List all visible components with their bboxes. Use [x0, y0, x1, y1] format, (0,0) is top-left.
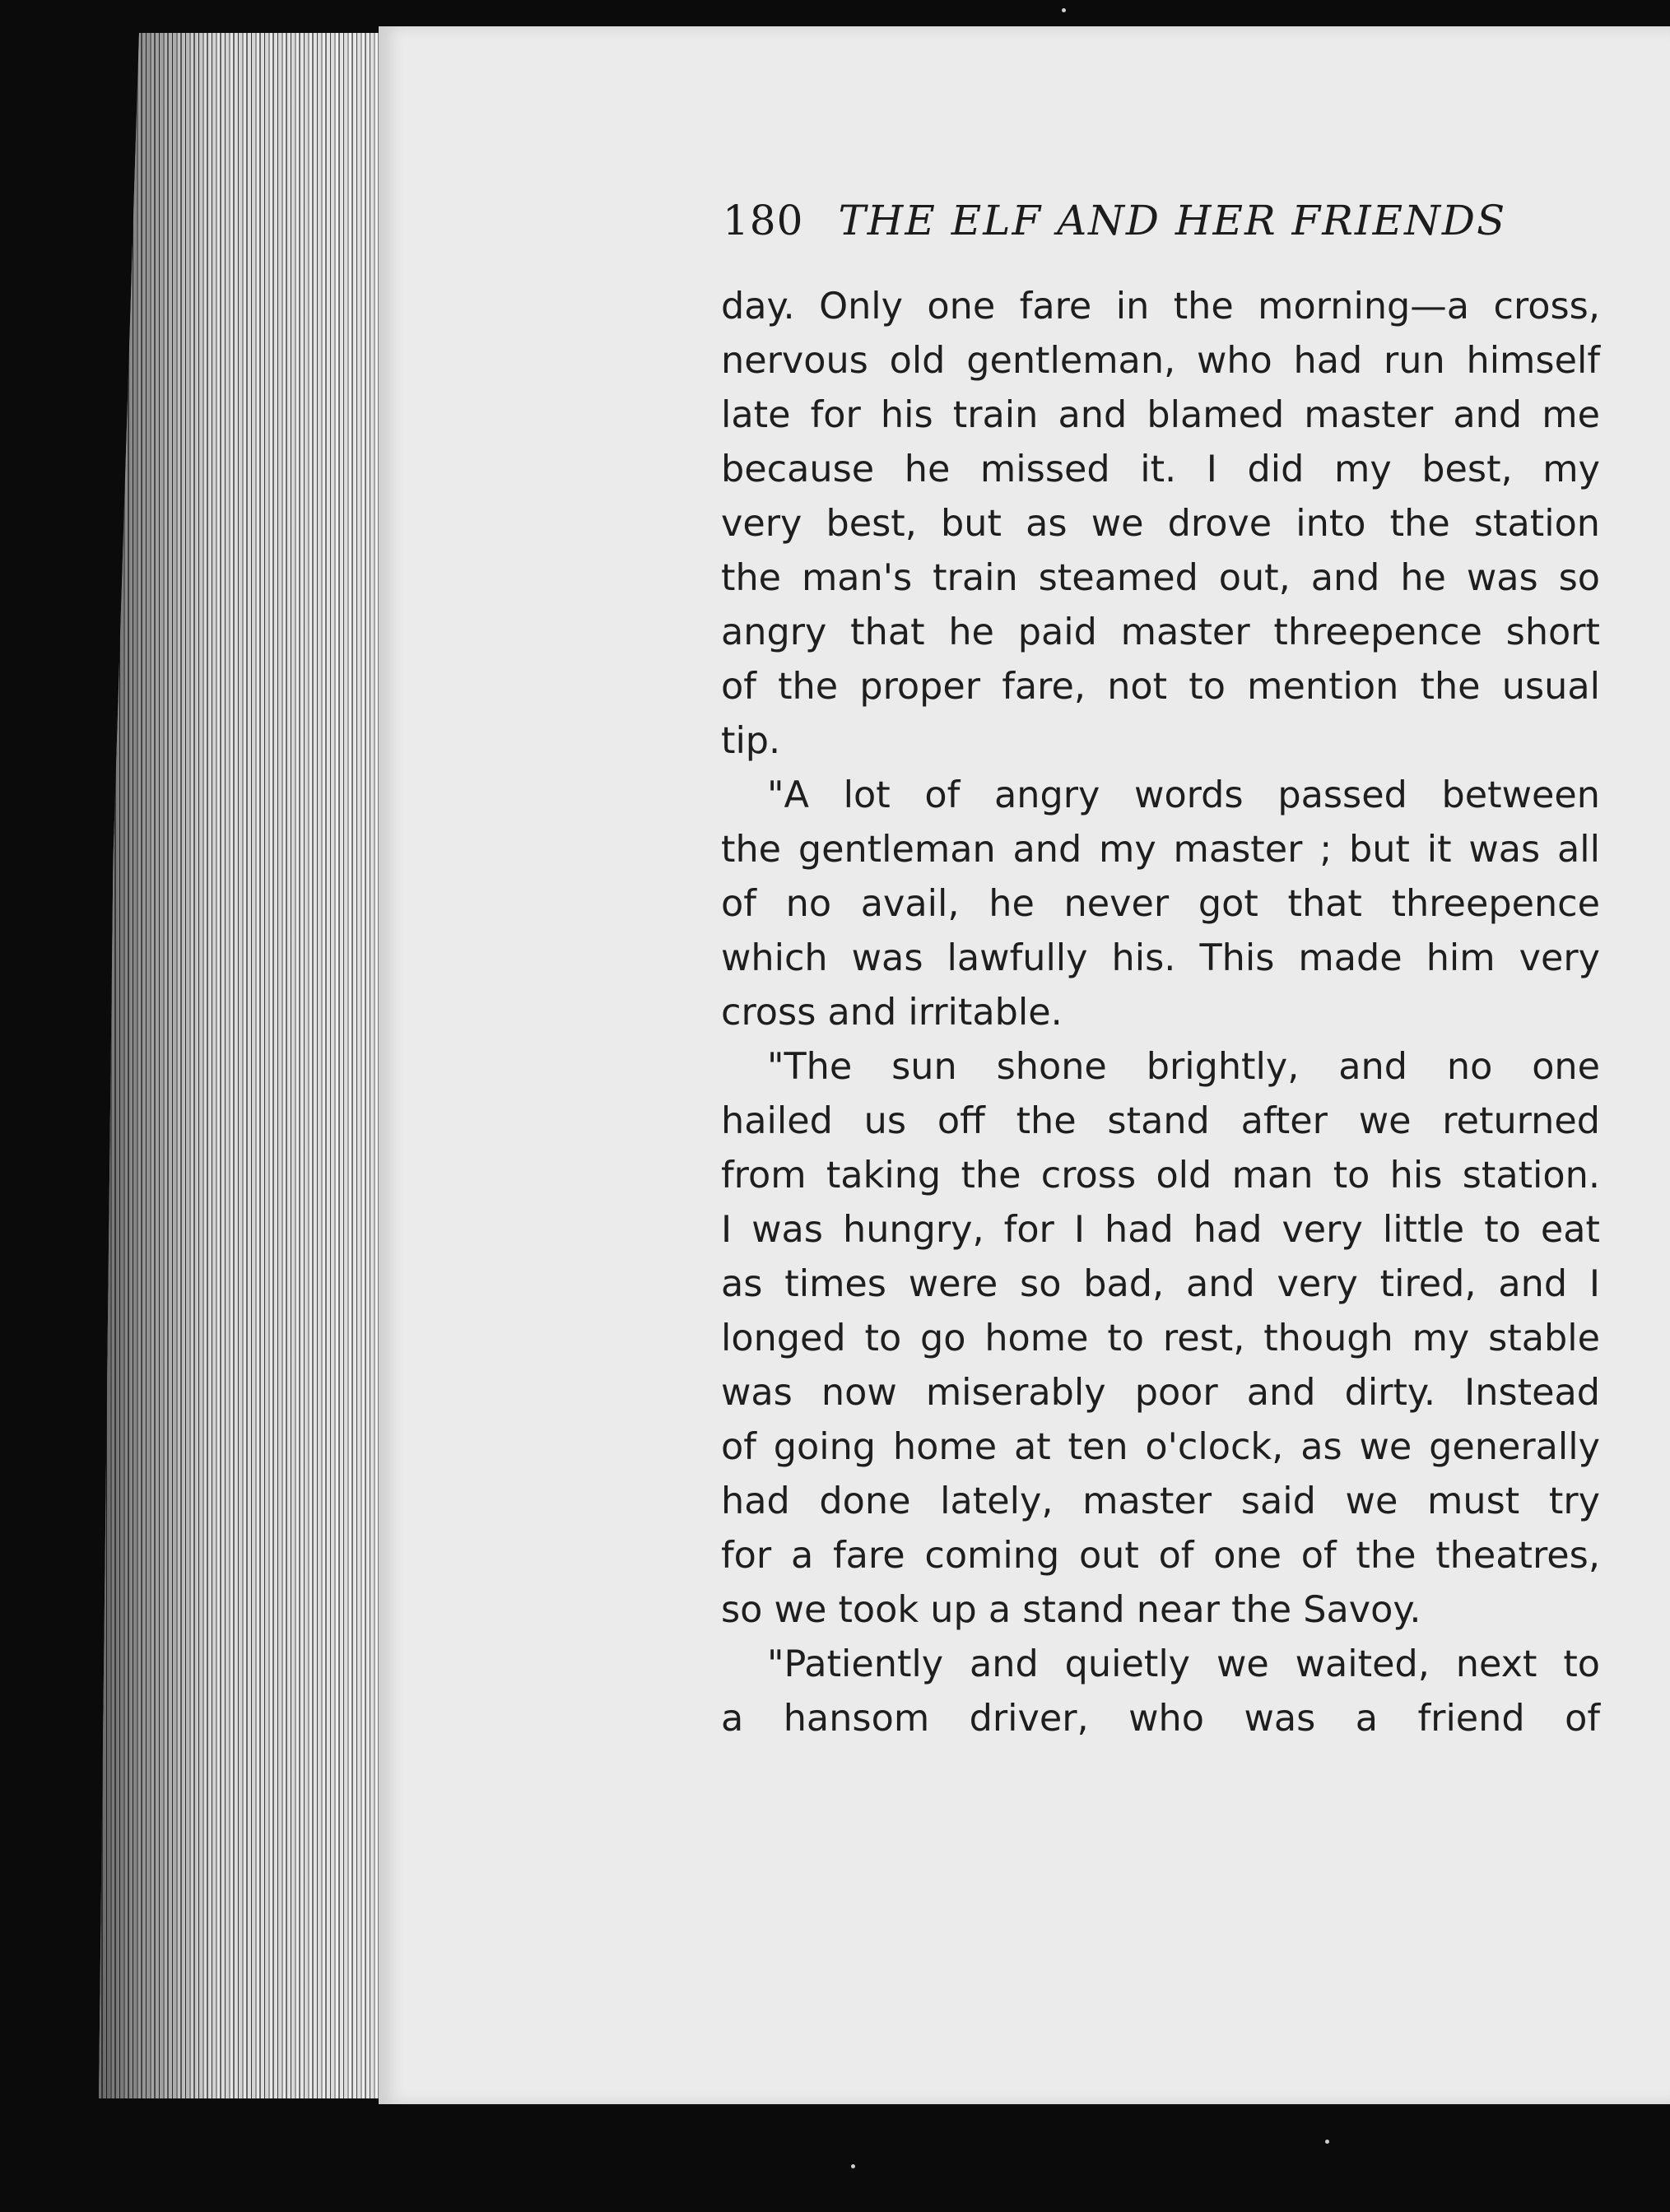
dust-speck [1325, 2140, 1329, 2144]
text-line: I was hungry, for I had had very little to eat [721, 1209, 1600, 1251]
running-head [723, 196, 1507, 245]
text-line: the gentleman and my master ; but it was all [721, 829, 1600, 871]
text-line: so we took up a stand near the Savoy. [721, 1589, 1421, 1631]
text-line: the man's train steamed out, and he was so [721, 557, 1600, 599]
text-line: because he missed it. I did my best, my [721, 448, 1600, 490]
text-line: had done lately, master said we must try [721, 1480, 1600, 1522]
text-line: "Patiently and quietly we waited, next to [767, 1643, 1600, 1685]
text-line: angry that he paid master threepence short [721, 611, 1600, 653]
text-line: "The sun shone brightly, and no one [767, 1046, 1600, 1088]
text-line: longed to go home to rest, though my stable [721, 1317, 1600, 1359]
text-line: late for his train and blamed master and me [721, 394, 1600, 436]
text-line: from taking the cross old man to his station. [721, 1155, 1600, 1197]
text-line: for a fare coming out of one of the theatres, [721, 1535, 1600, 1577]
book-title: THE ELF AND HER FRIENDS [838, 197, 1507, 244]
text-line: as times were so bad, and very tired, and I [721, 1263, 1600, 1305]
text-line: a hansom driver, who was a friend of [721, 1698, 1600, 1740]
dust-speck [1062, 8, 1066, 12]
text-line: of no avail, he never got that threepence [721, 883, 1600, 925]
page-number: 180 [723, 197, 804, 244]
text-line: day. Only one fare in the morning—a cross, [721, 286, 1600, 328]
text-line: hailed us off the stand after we returned [721, 1100, 1600, 1142]
text-line: of the proper fare, not to mention the usual [721, 666, 1600, 708]
text-line: which was lawfully his. This made him very [721, 937, 1600, 979]
text-line: of going home at ten o'clock, as we generally [721, 1426, 1600, 1468]
text-line: was now miserably poor and dirty. Instead [721, 1372, 1600, 1414]
dust-speck [851, 2164, 855, 2168]
text-line: nervous old gentleman, who had run himself [721, 340, 1600, 382]
text-line: "A lot of angry words passed between [767, 774, 1600, 816]
page-edge-stack [99, 33, 387, 2098]
text-line: cross and irritable. [721, 992, 1063, 1034]
body-text [721, 280, 1600, 1746]
text-line: tip. [721, 720, 781, 762]
text-line: very best, but as we drove into the station [721, 503, 1600, 545]
